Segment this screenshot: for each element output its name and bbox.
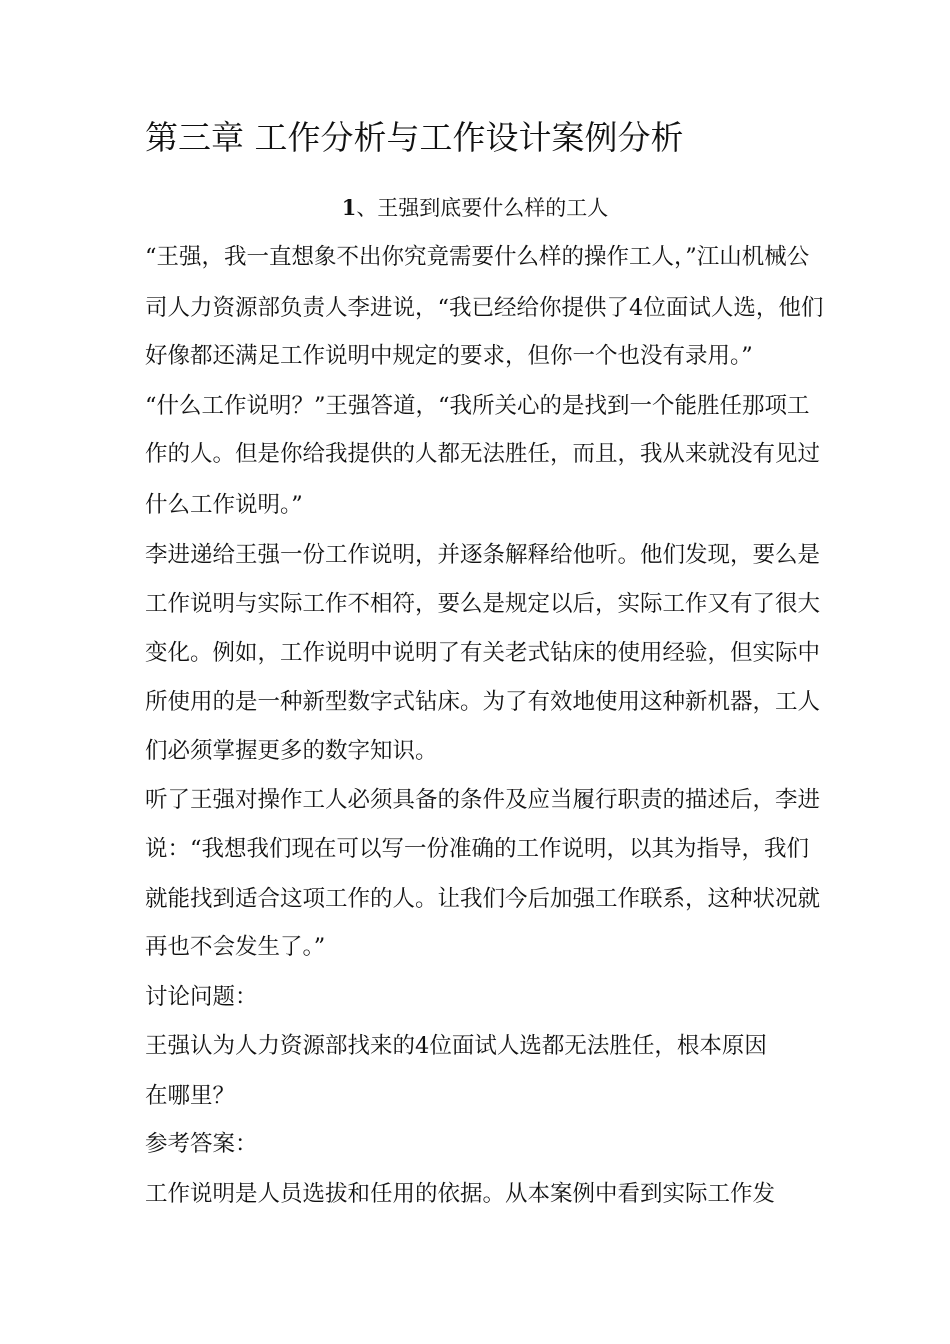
body-line-9: 变化。例如，工作说明中说明了有关老式钻床的使用经验，但实际中 — [145, 640, 821, 666]
case-title — [0, 190, 950, 226]
discussion-heading: 讨论问题： — [145, 984, 258, 1010]
body-line-8: 工作说明与实际工作不相符，要么是规定以后，实际工作又有了很大 — [145, 591, 821, 617]
body-line-15: 再也不会发生了。” — [145, 934, 326, 960]
body-line-14: 就能找到适合这项工作的人。让我们今后加强工作联系，这种状况就 — [145, 886, 821, 912]
question-line-2: 在哪里？ — [145, 1083, 236, 1109]
body-line-6: 什么工作说明。” — [145, 492, 303, 518]
chapter-title: 第三章 工作分析与工作设计案例分析 — [145, 118, 684, 157]
body-line-3: 好像都还满足工作说明中规定的要求，但你一个也没有录用。” — [145, 343, 753, 369]
body-line-2: 司人力资源部负责人李进说，“我已经给你提供了4位面试人选，他们 — [145, 295, 824, 321]
body-line-7: 李进递给王强一份工作说明，并逐条解释给他听。他们发现，要么是 — [145, 542, 821, 568]
body-line-13: 说：“我想我们现在可以写一份准确的工作说明，以其为指导，我们 — [145, 836, 810, 862]
answer-heading: 参考答案： — [145, 1131, 258, 1157]
body-line-1: “王强，我一直想象不出你究竟需要什么样的操作工人，”江山机械公 — [145, 244, 810, 270]
case-number: 1 — [341, 195, 357, 220]
body-line-5: 作的人。但是你给我提供的人都无法胜任，而且，我从来就没有见过 — [145, 441, 821, 467]
body-line-12: 听了王强对操作工人必须具备的条件及应当履行职责的描述后，李进 — [145, 787, 821, 813]
body-line-10: 所使用的是一种新型数字式钻床。为了有效地使用这种新机器，工人 — [145, 689, 821, 715]
body-line-4: “什么工作说明？”王强答道，“我所关心的是找到一个能胜任那项工 — [145, 393, 810, 419]
answer-line-1: 工作说明是人员选拔和任用的依据。从本案例中看到实际工作发 — [145, 1181, 776, 1207]
question-line-1: 王强认为人力资源部找来的4位面试人选都无法胜任，根本原因 — [145, 1033, 767, 1059]
case-title-text: 、王强到底要什么样的工人 — [356, 196, 609, 220]
body-line-11: 们必须掌握更多的数字知识。 — [145, 738, 438, 764]
